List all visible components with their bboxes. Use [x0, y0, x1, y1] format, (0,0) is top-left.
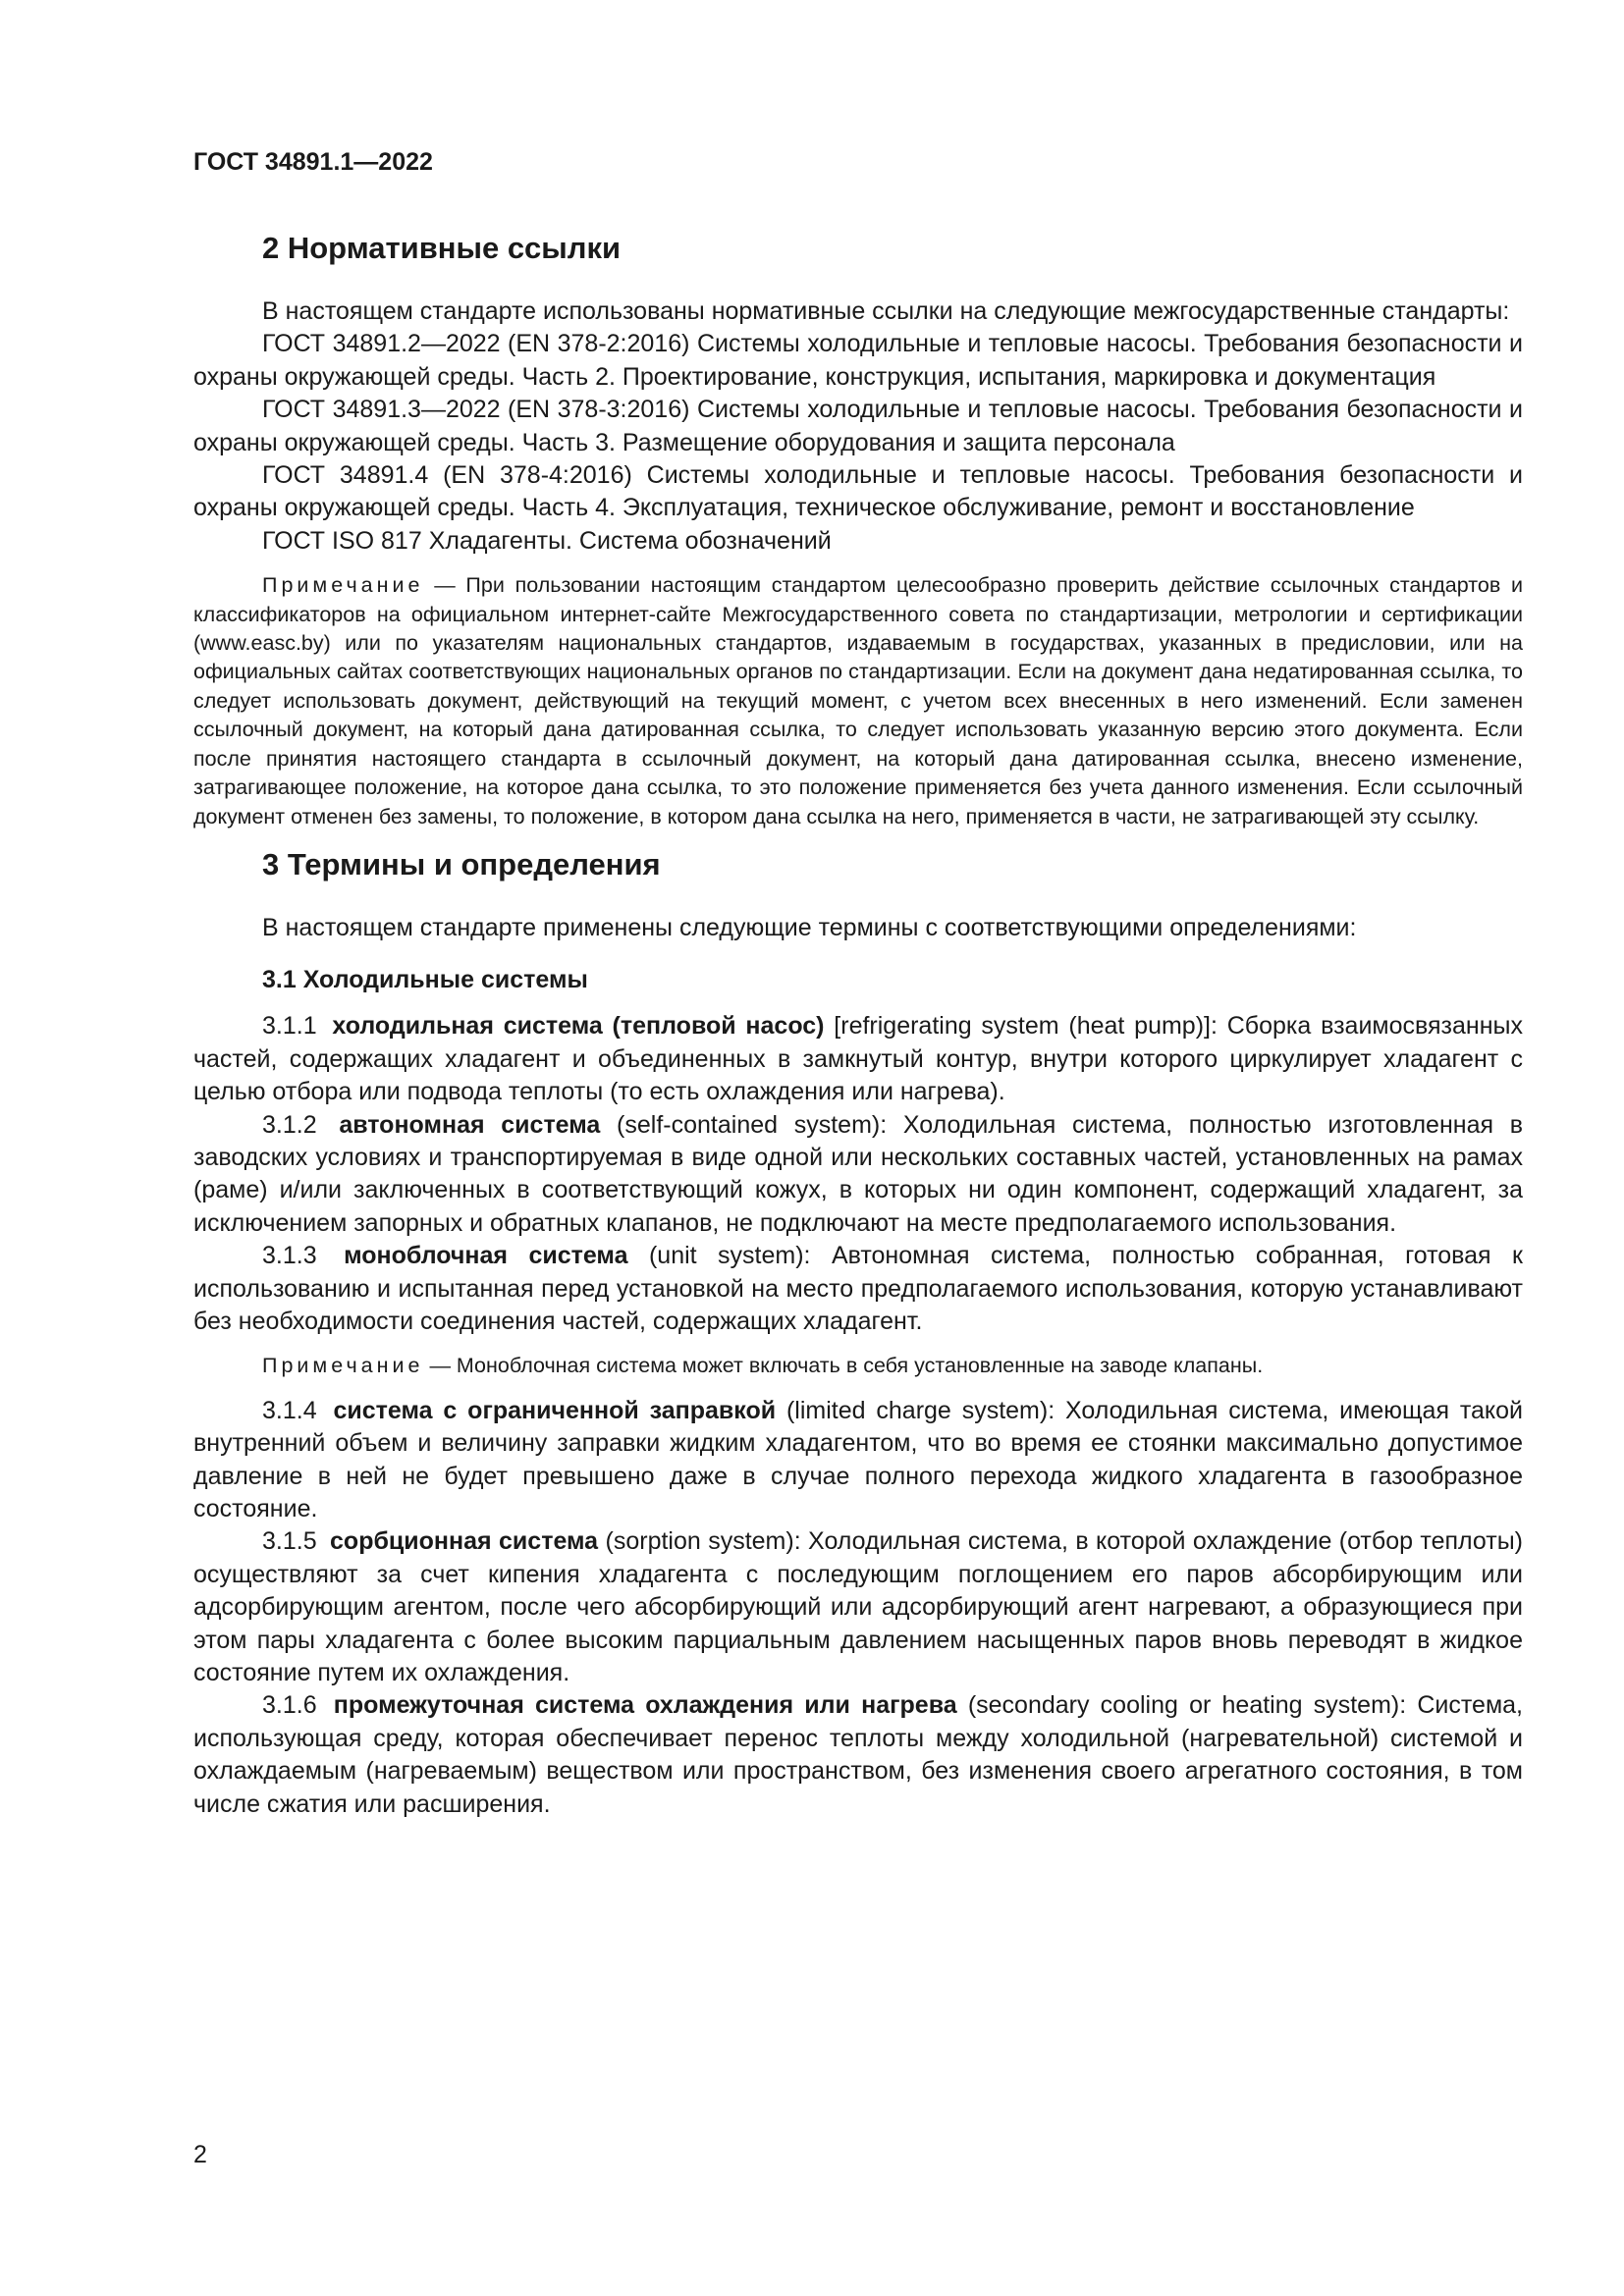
page-number: 2	[193, 2141, 207, 2168]
document-id-header: ГОСТ 34891.1—2022	[193, 148, 433, 176]
section-3-intro: В настоящем стандарте применены следующие термины с соответствующими определениями:	[262, 913, 1357, 941]
normative-reference: ГОСТ 34891.4 (EN 378-4:2016) Системы холодильные и тепловые насосы. Требования безопасности и охраны окружающей среды. Часть 4. Эксплуатация, техническое обслуживание, ремонт и восстановление	[193, 461, 1523, 522]
note-text: — Моноблочная система может включать в себя установленные на заводе клапаны.	[429, 1354, 1264, 1378]
term-definition	[193, 1689, 1523, 1821]
note-text: — При пользовании настоящим стандартом целесообразно проверить действие ссылочных стандартов и классификаторов на официальном интернет-сайте Межгосударственного совета по стандартизации, метрологии и сертификации (www.easc.by) или по указателям национальных стандартов, издаваемым в государствах, указанных в предисловии, или на официальных сайтах соответствующих национальных органов по стандартизации. Если на документ дана недатированная ссылка, то следует использовать документ, действующий на текущий момент, с учетом всех внесенных в него изменений. Если заменен ссылочный документ, на который дана датированная ссылка, то следует использовать указанную версию этого документа. Если после принятия настоящего стандарта в ссылочный документ, на который дана датированная ссылка, внесено изменение, затрагивающее положение, на которое дана ссылка, то это положение применяется без учета данного изменения. Если ссылочный документ отменен без замены, то положение, в котором дана ссылка на него, применяется в части, не затрагивающей эту ссылку.	[193, 573, 1523, 828]
term-text: (limited charge system): Холодильная система, имеющая такой внутренний объем и величину заправки жидким хладагентом, что во время ее стоянки максимально допустимое давление в ней не будет превышено даже в случае полного перехода жидкого хладагента в газообразное состояние.	[193, 1396, 1524, 1522]
term-number: 3.1.5	[262, 1527, 317, 1556]
term-number: 3.1.1	[262, 1012, 317, 1041]
section-2-title: 2 Нормативные ссылки	[262, 231, 622, 265]
note-label: Примечание	[262, 1354, 424, 1378]
section-2-intro: В настоящем стандарте использованы нормативные ссылки на следующие межгосударственные стандарты:	[262, 297, 1510, 325]
term-number: 3.1.6	[262, 1691, 317, 1720]
term-text: (self-contained system): Холодильная система, полностью изготовленная в заводских условиях и транспортируемая в виде одной или нескольких составных частей, установленных на рамах (раме) и/или заключенных в соответствующий кожух, в которых ни один компонент, содержащий хладагент, за исключением запорных и обратных клапанов, не подключают на месте предполагаемого использования.	[193, 1110, 1523, 1237]
term-name: промежуточная система охлаждения или нагрева	[333, 1691, 957, 1720]
normative-reference: ГОСТ 34891.3—2022 (EN 378-3:2016) Системы холодильные и тепловые насосы. Требования безопасности и охраны окружающей среды. Часть 3. Размещение оборудования и защита персонала	[193, 396, 1523, 456]
normative-reference: ГОСТ 34891.2—2022 (EN 378-2:2016) Системы холодильные и тепловые насосы. Требования безопасности и охраны окружающей среды. Часть 2. Проектирование, конструкция, испытания, маркировка и документация	[193, 330, 1523, 391]
term-name: моноблочная система	[344, 1242, 628, 1270]
section-3-title: 3 Термины и определения	[262, 846, 661, 881]
term-definition	[193, 1395, 1523, 1526]
term-number: 3.1.4	[262, 1396, 317, 1424]
term-name: система с ограниченной заправкой	[333, 1396, 777, 1424]
term-name: автономная система	[339, 1110, 601, 1139]
term-number: 3.1.3	[262, 1242, 317, 1270]
term-definition	[193, 1525, 1523, 1689]
term-number: 3.1.2	[262, 1110, 317, 1139]
subsection-3-1-title: 3.1 Холодильные системы	[262, 966, 588, 994]
normative-reference: ГОСТ ISO 817 Хладагенты. Система обозначений	[262, 526, 832, 555]
section-3-note	[193, 1352, 1523, 1380]
term-name: холодильная система (тепловой насос)	[332, 1012, 825, 1041]
term-definition	[193, 1240, 1523, 1338]
term-text: [refrigerating system (heat pump)]: Сборка взаимосвязанных частей, содержащих хладагент и объединенных в замкнутый контур, внутри которого циркулирует хладагент с целью отбора или подвода теплоты (то есть охлаждения или нагрева).	[193, 1012, 1523, 1106]
note-label: Примечание	[262, 573, 424, 598]
term-text: (sorption system): Холодильная система, в которой охлаждение (отбор теплоты) осуществляют за счет кипения хладагента с последующим поглощением его паров абсорбирующим или адсорбирующим агентом, после чего абсорбирующий или адсорбирующий агент нагревают, а образующиеся при этом пары хладагента с более высоким парциальным давлением насыщенных паров вновь переводят в жидкое состояние путем их охлаждения.	[193, 1527, 1523, 1687]
term-definition	[193, 1010, 1523, 1108]
term-name: сорбционная система	[330, 1527, 599, 1556]
document-page	[193, 147, 1523, 1821]
term-text: (secondary cooling or heating system): Система, использующая среду, которая обеспечивает перенос теплоты между холодильной (нагревательной) системой и охлаждаемым (нагреваемым) веществом или пространством, без изменения своего агрегатного состояния, в том числе сжатия или расширения.	[193, 1691, 1523, 1818]
section-2-note	[193, 571, 1523, 831]
term-text: (unit system): Автономная система, полностью собранная, готовая к использованию и испытанная перед установкой на место предполагаемого использования, которую устанавливают без необходимости соединения частей, содержащих хладагент.	[193, 1242, 1523, 1335]
term-definition	[193, 1109, 1523, 1241]
